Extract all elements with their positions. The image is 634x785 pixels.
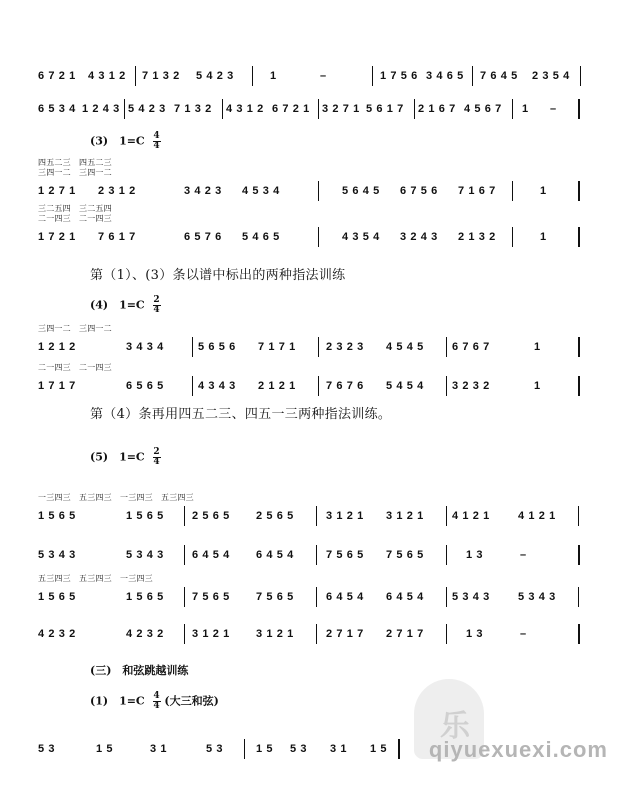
note-group: 4 3 1 2	[88, 70, 126, 82]
note-group: 3 4 6 5	[426, 70, 464, 82]
note-group: 1 2 7 1	[38, 185, 76, 197]
note-group: 6 7 6 7	[452, 341, 490, 353]
section-heading-3: (3) 1=C $\frac{4}{4}$	[90, 131, 160, 151]
note-group: 4 3 5 4	[342, 231, 380, 243]
note-group: 6 4 5 4	[386, 591, 424, 603]
note-group: 1 2 1 2	[38, 341, 76, 353]
note-group: 1 7 1 7	[38, 380, 76, 392]
final-bar-line	[578, 99, 580, 119]
instruction-text: 第（4）条再用四五二三、四五一三两种指法训练。	[90, 407, 392, 422]
bar-line	[192, 337, 193, 357]
fingering-row: 三四一二 三四一二	[38, 168, 112, 177]
note-group: 3 1 2 1	[256, 628, 294, 640]
score-row-9	[0, 584, 634, 610]
bar-line	[472, 66, 473, 86]
bar-line	[446, 337, 447, 357]
note-group: 4 3 4 3	[198, 380, 236, 392]
score-row-5	[0, 334, 634, 360]
note-group: 7 1 7 1	[258, 341, 296, 353]
bar-line	[192, 376, 193, 396]
final-bar-line	[578, 337, 580, 357]
note-group: 3 2 7 1	[322, 103, 360, 115]
note-group: 2 5 6 5	[256, 510, 294, 522]
note-group: 4 5 6 7	[464, 103, 502, 115]
fingering-row: 五三四三 五三四三 一三四三	[38, 574, 153, 583]
bar-line	[578, 587, 579, 607]
score-row-7	[0, 503, 634, 529]
note-group: 2 7 1 7	[326, 628, 364, 640]
bar-line	[512, 99, 513, 119]
watermark-text: qiyuexuexi.com	[428, 737, 608, 762]
section-title: (三) 和弦跳越训练	[90, 664, 189, 677]
note-group: 2 3 5 4	[532, 70, 570, 82]
bar-line	[316, 624, 317, 644]
bar-line	[244, 739, 245, 759]
chord-note: 3 1	[150, 743, 168, 755]
note-group: 1	[540, 231, 547, 243]
chord-note: 5 3	[38, 743, 56, 755]
score-row-6	[0, 373, 634, 399]
note-group: 7 6 1 7	[98, 231, 136, 243]
time-signature: $\frac{4}{4}$	[153, 691, 160, 711]
time-signature: $\frac{4}{4}$	[153, 131, 160, 151]
bar-line	[512, 181, 513, 201]
note-group: 7 1 3 2	[142, 70, 180, 82]
note-group: 1	[270, 70, 277, 82]
note-dash: –	[550, 103, 557, 115]
bar-line	[318, 181, 319, 201]
note-group: 3 1 2 1	[192, 628, 230, 640]
note-group: 7 1 6 7	[458, 185, 496, 197]
bar-line	[318, 337, 319, 357]
note-group: 3 2 3 2	[452, 380, 490, 392]
bar-line	[135, 66, 136, 86]
bar-line	[318, 227, 319, 247]
score-row-4	[0, 224, 634, 250]
bar-line	[316, 506, 317, 526]
note-group: 7 5 6 5	[192, 591, 230, 603]
note-group: 1 7 5 6	[380, 70, 418, 82]
note-group: 5 3 4 3	[38, 549, 76, 561]
note-group: 6 4 5 4	[192, 549, 230, 561]
score-row-2	[0, 96, 634, 122]
note-group: 6 5 7 6	[184, 231, 222, 243]
note-group: 4 1 2 1	[518, 510, 556, 522]
bar-line	[414, 99, 415, 119]
final-bar-line	[578, 376, 580, 396]
note-group: 4 5 4 5	[386, 341, 424, 353]
fingering-row: 二一四三 二一四三	[38, 363, 112, 372]
bar-line	[222, 99, 223, 119]
note-group: 2 5 6 5	[192, 510, 230, 522]
note-group: 6 7 5 6	[400, 185, 438, 197]
bar-line	[318, 99, 319, 119]
note-group: 6 5 6 5	[126, 380, 164, 392]
bar-line	[318, 376, 319, 396]
bar-line	[512, 227, 513, 247]
note-group: 6 7 2 1	[38, 70, 76, 82]
bar-line	[252, 66, 253, 86]
final-bar-line	[578, 545, 580, 565]
bar-line	[580, 66, 581, 86]
score-row-1	[0, 63, 634, 89]
note-group: 3 4 3 4	[126, 341, 164, 353]
note-group: 1 5 6 5	[38, 591, 76, 603]
section-heading-4: (4) 1=C $\frac{2}{4}$	[90, 295, 160, 315]
note-group: 1 2 4 3	[82, 103, 120, 115]
note-group: 3 2 4 3	[400, 231, 438, 243]
score-row-3	[0, 178, 634, 204]
note-group: 4 1 2 1	[452, 510, 490, 522]
bar-line	[184, 506, 185, 526]
watermark-logo-glyph: 乐	[440, 709, 470, 744]
note-group: 5 3 4 3	[126, 549, 164, 561]
note-group: 1 5 6 5	[126, 510, 164, 522]
note-group: 2 1 6 7	[418, 103, 456, 115]
note-group: 7 6 7 6	[326, 380, 364, 392]
note-group: 4 2 3 2	[38, 628, 76, 640]
bar-line	[446, 506, 447, 526]
section-heading-1: (1) 1=C $\frac{4}{4}$ (大三和弦)	[90, 691, 219, 711]
final-bar-line	[578, 227, 580, 247]
note-group: 5 6 4 5	[342, 185, 380, 197]
bar-line	[124, 99, 125, 119]
note-group: 5 4 6 5	[242, 231, 280, 243]
note-group: 3 1 2 1	[386, 510, 424, 522]
final-bar-line	[398, 739, 400, 759]
chord-note: 1 5	[256, 743, 274, 755]
bar-line	[446, 545, 447, 565]
note-group: 4 3 1 2	[226, 103, 264, 115]
score-row-8	[0, 542, 634, 568]
section-heading-5: (5) 1=C $\frac{2}{4}$	[90, 447, 160, 467]
note-group: 6 5 3 4	[38, 103, 76, 115]
note-group: 1	[534, 341, 541, 353]
note-group: 5 3 4 3	[518, 591, 556, 603]
instruction-text: 第（1）、(3）条以谱中标出的两种指法训练	[90, 268, 346, 283]
note-group: 6 4 5 4	[256, 549, 294, 561]
fingering-row: 三四一二 三四一二	[38, 324, 112, 333]
note-group: 5 4 5 4	[386, 380, 424, 392]
bar-line	[578, 506, 579, 526]
note-group: 2 1 3 2	[458, 231, 496, 243]
note-group: 1	[540, 185, 547, 197]
note-group: 5 4 2 3	[196, 70, 234, 82]
note-group: 3 4 2 3	[184, 185, 222, 197]
score-row-10	[0, 621, 634, 647]
note-group: 2 3 1 2	[98, 185, 136, 197]
chord-note: 1 3	[466, 549, 484, 561]
note-group: 1	[534, 380, 541, 392]
time-signature: $\frac{2}{4}$	[153, 295, 160, 315]
note-group: 2 1 2 1	[258, 380, 296, 392]
note-dash: –	[520, 628, 527, 640]
note-group: 7 1 3 2	[174, 103, 212, 115]
chord-note: 1 5	[370, 743, 388, 755]
bar-line	[446, 587, 447, 607]
note-group: 5 3 4 3	[452, 591, 490, 603]
note-group: 1 5 6 5	[38, 510, 76, 522]
fingering-row: 一三四三 五三四三 一三四三 五三四三	[38, 493, 194, 502]
bar-line	[184, 624, 185, 644]
bar-line	[184, 545, 185, 565]
note-group: 5 4 2 3	[128, 103, 166, 115]
bar-line	[372, 66, 373, 86]
note-group: 7 5 6 5	[326, 549, 364, 561]
note-dash: –	[520, 549, 527, 561]
chord-note: 3 1	[330, 743, 348, 755]
bar-line	[184, 587, 185, 607]
fingering-row: 二一四三 二一四三	[38, 214, 112, 223]
bar-line	[316, 587, 317, 607]
bar-line	[446, 376, 447, 396]
fingering-row: 四五二三 四五二三	[38, 158, 112, 167]
note-group: 4 2 3 2	[126, 628, 164, 640]
note-group: 6 7 2 1	[272, 103, 310, 115]
final-bar-line	[578, 624, 580, 644]
note-group: 3 1 2 1	[326, 510, 364, 522]
chord-note: 5 3	[290, 743, 308, 755]
chord-note: 5 3	[206, 743, 224, 755]
note-group: 7 6 4 5	[480, 70, 518, 82]
note-group: 5 6 5 6	[198, 341, 236, 353]
note-group: 7 5 6 5	[386, 549, 424, 561]
note-group: 1 5 6 5	[126, 591, 164, 603]
note-group: 2 7 1 7	[386, 628, 424, 640]
fingering-row: 三二五四 三二五四	[38, 204, 112, 213]
time-signature: $\frac{2}{4}$	[153, 447, 160, 467]
note-group: 2 3 2 3	[326, 341, 364, 353]
note-group: 7 5 6 5	[256, 591, 294, 603]
note-group: 1	[522, 103, 529, 115]
note-group: 4 5 3 4	[242, 185, 280, 197]
final-bar-line	[578, 181, 580, 201]
chord-note: 1 3	[466, 628, 484, 640]
note-group: 6 4 5 4	[326, 591, 364, 603]
chord-note: 1 5	[96, 743, 114, 755]
note-group: 1 7 2 1	[38, 231, 76, 243]
note-dash: –	[320, 70, 327, 82]
note-group: 5 6 1 7	[366, 103, 404, 115]
bar-line	[446, 624, 447, 644]
bar-line	[316, 545, 317, 565]
